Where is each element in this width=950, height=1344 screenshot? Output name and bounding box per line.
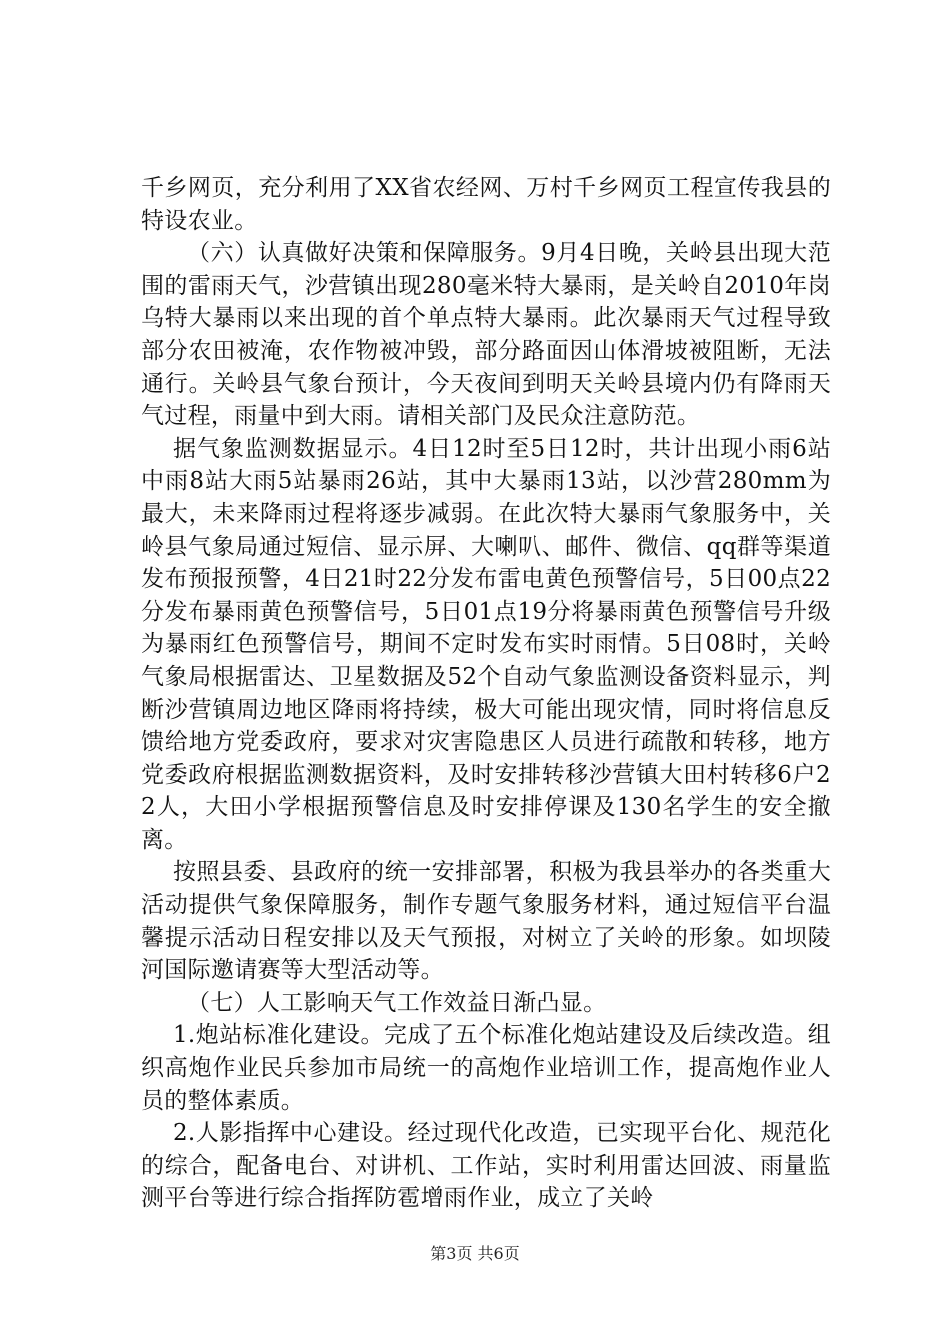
paragraph-item-two: 2.人影指挥中心建设。经过现代化改造，已实现平台化、规范化的综合，配备电台、对讲机、工作站，实时利用雷达回波、雨量监测平台等进行综合指挥防雹增雨作业，成立了关岭 (141, 1120, 831, 1212)
paragraph-section-six: （六）认真做好决策和保障服务。9月4日晚，关岭县出现大范围的雷雨天气，沙营镇出现280毫米特大暴雨，是关岭自2010年岗乌特大暴雨以来出现的首个单点特大暴雨。此次暴雨天气过程导致部分农田被淹，农作物被冲毁，部分路面因山体滑坡被阻断，无法通行。关岭县气象台预计，今天夜间到明天关岭县境内仍有降雨天气过程，雨量中到大雨。请相关部门及民众注意防范。 (141, 240, 831, 430)
paragraph-section-seven: （七）人工影响天气工作效益日渐凸显。 (187, 989, 607, 1016)
paragraph-monitoring-data: 据气象监测数据显示。4日12时至5日12时，共计出现小雨6站中雨8站大雨5站暴雨26站，其中大暴雨13站，以沙营280mm为最大，未来降雨过程将逐步减弱。在此次特大暴雨气象服务中，关岭县气象局通过短信、显示屏、大喇叭、邮件、微信、qq群等渠道发布预报预警，4日21时22分发布雷电黄色预警信号，5日00点22分发布暴雨黄色预警信号，5日01点19分将暴雨黄色预警信号升级为暴雨红色预警信号，期间不定时发布实时雨情。5日08时，关岭气象局根据雷达、卫星数据及52个自动气象监测设备资料显示，判断沙营镇周边地区降雨将持续，极大可能出现灾情，同时将信息反馈给地方党委政府，要求对灾害隐患区人员进行疏散和转移，地方党委政府根据监测数据资料，及时安排转移沙营镇大田村转移6户22人，大田小学根据预警信息及时安排停课及130名学生的安全撤离。 (141, 435, 831, 853)
paragraph-event-service: 按照县委、县政府的统一安排部署，积极为我县举办的各类重大活动提供气象保障服务，制作专题气象服务材料，通过短信平台温馨提示活动日程安排以及天气预报，对树立了关岭的形象。如坝陵河国际邀请赛等大型活动等。 (141, 859, 831, 984)
paragraph-continuation: 千乡网页，充分利用了XX省农经网、万村千乡网页工程宣传我县的特设农业。 (141, 175, 831, 234)
page-footer: 第3页 共6页 (430, 1244, 520, 1263)
document-body (141, 172, 831, 1215)
paragraph-item-one: 1.炮站标准化建设。完成了五个标准化炮站建设及后续改造。组织高炮作业民兵参加市局统一的高炮作业培训工作，提高炮作业人员的整体素质。 (141, 1022, 831, 1114)
